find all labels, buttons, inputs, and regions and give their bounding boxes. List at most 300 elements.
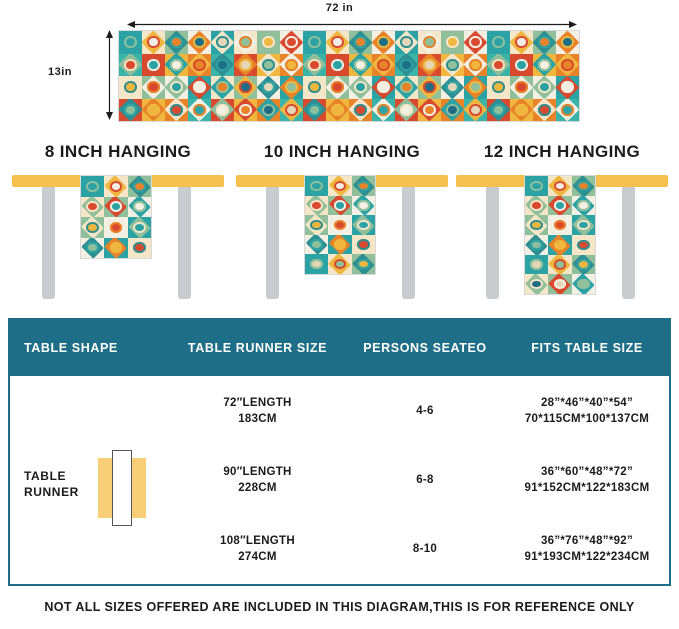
hanging-title-12: 12 INCH HANGING — [483, 142, 641, 161]
tile-cell — [104, 238, 127, 259]
row-fits-0-line1: 28”*46”*40”*54” — [540, 396, 634, 409]
tile-medallion — [124, 59, 136, 71]
tile-cell — [280, 31, 303, 54]
tile-medallion — [262, 59, 274, 71]
tile-cell — [188, 99, 211, 122]
tile-cell — [533, 99, 556, 122]
tile-cell — [128, 238, 151, 259]
tile-medallion — [193, 36, 205, 48]
table-leg-left-10 — [266, 187, 279, 299]
row-fits-0-line2: 70*115CM*100*137CM — [524, 412, 650, 425]
tile-cell — [257, 99, 280, 122]
tile-cell — [487, 54, 510, 77]
tile-cell — [525, 255, 548, 275]
table-shape-cell — [10, 376, 170, 584]
header-persons-seated: PERSONS SEATEO — [363, 341, 487, 355]
tile-medallion — [423, 81, 435, 93]
tile-medallion — [133, 201, 146, 212]
tile-medallion — [124, 36, 136, 48]
tile-medallion — [310, 200, 323, 211]
tile-medallion — [469, 36, 481, 48]
tile-medallion — [357, 181, 370, 192]
tile-medallion — [492, 36, 504, 48]
tile-medallion — [554, 200, 567, 211]
tile-medallion — [147, 59, 159, 71]
tile-cell — [104, 176, 127, 197]
tile-medallion — [262, 104, 274, 116]
tile-cell — [510, 54, 533, 77]
tile-cell — [556, 31, 579, 54]
row-size-1-line2: 228CM — [238, 481, 277, 494]
tile-cell — [128, 217, 151, 238]
tile-cell — [142, 76, 165, 99]
tile-cell — [165, 54, 188, 77]
tile-medallion — [239, 104, 251, 116]
tile-medallion — [216, 36, 228, 48]
row-size-1 — [170, 464, 345, 496]
tile-cell — [395, 54, 418, 77]
tile-cell — [525, 176, 548, 196]
hanging-runner-10 — [304, 175, 376, 275]
tile-cell — [464, 54, 487, 77]
tile-cell — [441, 76, 464, 99]
hanging-example-10-inch — [232, 140, 452, 315]
shape-runner-strip — [112, 450, 132, 526]
header-table-shape: TABLE SHAPE — [24, 341, 118, 355]
tile-cell — [326, 99, 349, 122]
tile-medallion — [530, 200, 543, 211]
table-row — [170, 376, 669, 445]
row-fits-1-line2: 91*152CM*122*183CM — [524, 481, 650, 494]
tile-medallion — [308, 104, 320, 116]
tile-cell — [372, 76, 395, 99]
tile-cell — [548, 255, 571, 275]
tile-cell — [305, 254, 328, 274]
tile-medallion — [492, 59, 504, 71]
tile-cell — [572, 196, 595, 216]
tile-medallion — [577, 240, 590, 251]
size-chart-body — [10, 376, 669, 584]
tile-cell — [328, 235, 351, 255]
tile-medallion — [193, 104, 205, 116]
tile-medallion — [515, 81, 527, 93]
tile-cell — [395, 31, 418, 54]
row-size-2-line2: 274CM — [238, 551, 277, 564]
tile-cell — [464, 31, 487, 54]
header-fits-table-size: FITS TABLE SIZE — [531, 341, 643, 355]
tile-medallion — [400, 36, 412, 48]
table-shape-label-line1: TABLE — [24, 469, 67, 483]
table-shape-label-line2: RUNNER — [24, 485, 79, 499]
tile-medallion — [285, 81, 297, 93]
tile-medallion — [577, 259, 590, 270]
tile-medallion — [530, 259, 543, 270]
tile-cell — [234, 99, 257, 122]
tile-cell — [303, 54, 326, 77]
tile-medallion — [446, 36, 458, 48]
tile-medallion — [354, 36, 366, 48]
tile-medallion — [423, 36, 435, 48]
tile-cell — [119, 31, 142, 54]
tile-cell — [328, 196, 351, 216]
tile-cell — [165, 99, 188, 122]
tile-cell — [211, 76, 234, 99]
table-row — [170, 515, 669, 584]
row-persons-2: 8-10 — [412, 543, 438, 556]
tile-cell — [510, 76, 533, 99]
tile-medallion — [239, 81, 251, 93]
tile-medallion — [239, 59, 251, 71]
tile-cell — [326, 54, 349, 77]
tile-medallion — [446, 104, 458, 116]
tile-cell — [81, 217, 104, 238]
tile-medallion — [354, 104, 366, 116]
tile-cell — [533, 31, 556, 54]
size-chart-rows — [170, 376, 669, 584]
tile-cell — [548, 235, 571, 255]
tile-medallion — [334, 239, 347, 250]
tile-cell — [119, 99, 142, 122]
tile-medallion — [561, 104, 573, 116]
tile-cell — [142, 99, 165, 122]
row-fits-0 — [505, 395, 669, 427]
tile-grid-12 — [525, 176, 595, 294]
tile-cell — [525, 274, 548, 294]
tile-medallion — [262, 36, 274, 48]
row-size-2 — [170, 533, 345, 565]
tile-cell — [305, 235, 328, 255]
tile-cell — [352, 235, 375, 255]
tile-cell — [548, 274, 571, 294]
tile-medallion — [561, 59, 573, 71]
table-runner-illustration — [118, 30, 580, 122]
tile-cell — [257, 54, 280, 77]
row-fits-1 — [505, 464, 669, 496]
tile-medallion — [446, 59, 458, 71]
size-chart-table — [8, 318, 671, 586]
tile-medallion — [492, 81, 504, 93]
tile-medallion — [469, 59, 481, 71]
tile-cell — [352, 254, 375, 274]
row-fits-2-line1: 36”*76”*48”*92” — [540, 535, 634, 548]
tile-cell — [525, 215, 548, 235]
width-dimension-arrow — [127, 20, 577, 29]
tile-cell — [441, 54, 464, 77]
tile-medallion — [538, 81, 550, 93]
table-leg-right-12 — [622, 187, 635, 299]
tile-cell — [142, 31, 165, 54]
hanging-example-12-inch — [452, 140, 672, 315]
tile-medallion — [492, 104, 504, 116]
tile-grid-8 — [81, 176, 151, 258]
tile-medallion — [308, 81, 320, 93]
tile-cell — [234, 31, 257, 54]
tile-medallion — [469, 104, 481, 116]
tile-medallion — [377, 81, 389, 93]
tile-medallion — [357, 259, 370, 270]
tile-medallion — [554, 259, 567, 270]
tile-cell — [352, 215, 375, 235]
tile-medallion — [124, 81, 136, 93]
tile-cell — [572, 235, 595, 255]
tile-cell — [418, 76, 441, 99]
tile-cell — [305, 215, 328, 235]
tile-medallion — [357, 220, 370, 231]
footer-disclaimer: NOT ALL SIZES OFFERED ARE INCLUDED IN THIS DIAGRAM,THIS IS FOR REFERENCE ONLY — [44, 600, 635, 614]
tile-cell — [305, 176, 328, 196]
tile-cell — [303, 76, 326, 99]
row-persons-0: 4-6 — [416, 404, 434, 417]
tile-medallion — [423, 104, 435, 116]
tile-medallion — [377, 36, 389, 48]
tile-cell — [119, 54, 142, 77]
tile-medallion — [530, 181, 543, 192]
tile-medallion — [239, 36, 251, 48]
row-size-0-line2: 183CM — [238, 412, 277, 425]
tile-cell — [349, 31, 372, 54]
tile-cell — [525, 196, 548, 216]
tile-cell — [352, 176, 375, 196]
tile-medallion — [354, 59, 366, 71]
tile-cell — [352, 196, 375, 216]
tile-medallion — [357, 200, 370, 211]
row-size-0-line1: 72″LENGTH — [223, 396, 292, 409]
table-runner-shape-icon — [98, 458, 146, 518]
hanging-runner-8 — [80, 175, 152, 259]
tile-cell — [487, 99, 510, 122]
tile-cell — [572, 176, 595, 196]
tile-cell — [165, 76, 188, 99]
tile-medallion — [331, 59, 343, 71]
hanging-title-8: 8 INCH HANGING — [44, 142, 192, 161]
tile-medallion — [354, 81, 366, 93]
tile-medallion — [530, 240, 543, 251]
tile-cell — [128, 197, 151, 218]
tile-medallion — [170, 104, 182, 116]
tile-medallion — [308, 36, 320, 48]
tile-cell — [548, 196, 571, 216]
tile-medallion — [310, 239, 323, 250]
tile-medallion — [538, 59, 550, 71]
tile-cell — [211, 99, 234, 122]
tile-cell — [548, 215, 571, 235]
tile-grid — [119, 31, 579, 121]
tile-cell — [142, 54, 165, 77]
tile-medallion — [110, 222, 123, 233]
height-dimension-arrow — [105, 30, 114, 120]
tile-medallion — [400, 81, 412, 93]
tile-cell — [188, 54, 211, 77]
tile-medallion — [147, 36, 159, 48]
tile-medallion — [193, 59, 205, 71]
table-leg-right-8 — [178, 187, 191, 299]
tile-cell — [441, 31, 464, 54]
tile-medallion — [216, 59, 228, 71]
tile-cell — [556, 54, 579, 77]
tile-medallion — [216, 104, 228, 116]
tile-pattern — [119, 31, 579, 121]
tile-cell — [326, 31, 349, 54]
tile-cell — [104, 217, 127, 238]
tile-cell — [556, 76, 579, 99]
tile-cell — [119, 76, 142, 99]
tile-medallion — [170, 81, 182, 93]
tile-cell — [280, 99, 303, 122]
tile-cell — [234, 76, 257, 99]
tile-cell — [372, 54, 395, 77]
tile-medallion — [515, 59, 527, 71]
table-leg-left-8 — [42, 187, 55, 299]
row-size-0 — [170, 395, 345, 427]
tile-medallion — [446, 81, 458, 93]
tile-medallion — [285, 104, 297, 116]
tile-medallion — [577, 200, 590, 211]
tile-medallion — [308, 59, 320, 71]
tile-medallion — [334, 200, 347, 211]
tile-medallion — [577, 181, 590, 192]
tile-medallion — [285, 59, 297, 71]
tile-cell — [280, 76, 303, 99]
tile-cell — [326, 76, 349, 99]
tile-cell — [188, 76, 211, 99]
tile-cell — [487, 31, 510, 54]
tile-cell — [372, 99, 395, 122]
tile-cell — [441, 99, 464, 122]
tile-cell — [257, 76, 280, 99]
tile-medallion — [133, 242, 146, 253]
tile-medallion — [310, 181, 323, 192]
tile-cell — [464, 76, 487, 99]
tile-cell — [395, 76, 418, 99]
runner-dimensions-section — [0, 0, 679, 140]
tile-medallion — [538, 104, 550, 116]
tile-medallion — [216, 81, 228, 93]
tile-medallion — [469, 81, 481, 93]
tile-cell — [81, 176, 104, 197]
tile-medallion — [147, 104, 159, 116]
hanging-runner-12 — [524, 175, 596, 295]
header-table-runner-size: TABLE RUNNER SIZE — [187, 341, 328, 355]
tile-cell — [305, 196, 328, 216]
tile-medallion — [538, 36, 550, 48]
tile-cell — [211, 54, 234, 77]
row-fits-2 — [505, 533, 669, 565]
row-size-1-line1: 90″LENGTH — [223, 465, 292, 478]
tile-medallion — [400, 104, 412, 116]
tile-cell — [510, 31, 533, 54]
tile-cell — [525, 235, 548, 255]
tile-cell — [280, 54, 303, 77]
tile-grid-10 — [305, 176, 375, 274]
runner-height-label: 13in — [48, 66, 73, 78]
tile-medallion — [262, 81, 274, 93]
tile-cell — [303, 31, 326, 54]
tile-medallion — [561, 81, 573, 93]
tile-cell — [349, 54, 372, 77]
tile-medallion — [133, 181, 146, 192]
tile-medallion — [285, 36, 297, 48]
tile-cell — [572, 255, 595, 275]
table-leg-right-10 — [402, 187, 415, 299]
tile-medallion — [310, 220, 323, 231]
tile-medallion — [577, 279, 590, 290]
tile-medallion — [423, 59, 435, 71]
row-fits-1-line1: 36”*60”*48”*72” — [540, 465, 634, 478]
tile-medallion — [147, 81, 159, 93]
hanging-examples-section — [0, 140, 679, 315]
tile-medallion — [170, 59, 182, 71]
tile-medallion — [133, 222, 146, 233]
tile-cell — [487, 76, 510, 99]
table-row — [170, 445, 669, 514]
tile-cell — [328, 176, 351, 196]
row-size-2-line1: 108″LENGTH — [220, 535, 295, 548]
tile-cell — [211, 31, 234, 54]
tile-cell — [165, 31, 188, 54]
tile-cell — [303, 99, 326, 122]
tile-medallion — [86, 181, 99, 192]
tile-cell — [128, 176, 151, 197]
tile-cell — [418, 99, 441, 122]
tile-medallion — [515, 104, 527, 116]
table-shape-label — [24, 468, 79, 500]
row-persons-1: 6-8 — [416, 473, 434, 486]
tile-medallion — [400, 59, 412, 71]
tile-medallion — [170, 36, 182, 48]
tile-cell — [510, 99, 533, 122]
tile-cell — [464, 99, 487, 122]
tile-medallion — [515, 36, 527, 48]
tile-cell — [349, 76, 372, 99]
tile-medallion — [377, 59, 389, 71]
tile-cell — [328, 215, 351, 235]
tile-medallion — [357, 239, 370, 250]
tile-cell — [234, 54, 257, 77]
tile-cell — [548, 176, 571, 196]
tile-cell — [572, 274, 595, 294]
tile-medallion — [561, 36, 573, 48]
tile-medallion — [331, 104, 343, 116]
tile-medallion — [193, 81, 205, 93]
tile-cell — [81, 197, 104, 218]
tile-cell — [395, 99, 418, 122]
tile-medallion — [110, 181, 123, 192]
tile-cell — [556, 99, 579, 122]
tile-cell — [372, 31, 395, 54]
hanging-example-8-inch — [8, 140, 228, 315]
tile-cell — [533, 54, 556, 77]
runner-width-label: 72 in — [325, 2, 354, 14]
tile-medallion — [331, 36, 343, 48]
hanging-title-10: 10 INCH HANGING — [263, 142, 421, 161]
tile-cell — [328, 254, 351, 274]
tile-cell — [572, 215, 595, 235]
tile-medallion — [577, 220, 590, 231]
tile-cell — [418, 31, 441, 54]
row-fits-2-line2: 91*193CM*122*234CM — [524, 551, 650, 564]
tile-medallion — [331, 81, 343, 93]
table-leg-left-12 — [486, 187, 499, 299]
tile-medallion — [377, 104, 389, 116]
tile-medallion — [124, 104, 136, 116]
tile-cell — [349, 99, 372, 122]
tile-cell — [533, 76, 556, 99]
tile-cell — [188, 31, 211, 54]
size-chart-header-row — [10, 320, 669, 376]
tile-cell — [257, 31, 280, 54]
tile-cell — [81, 238, 104, 259]
tile-cell — [418, 54, 441, 77]
